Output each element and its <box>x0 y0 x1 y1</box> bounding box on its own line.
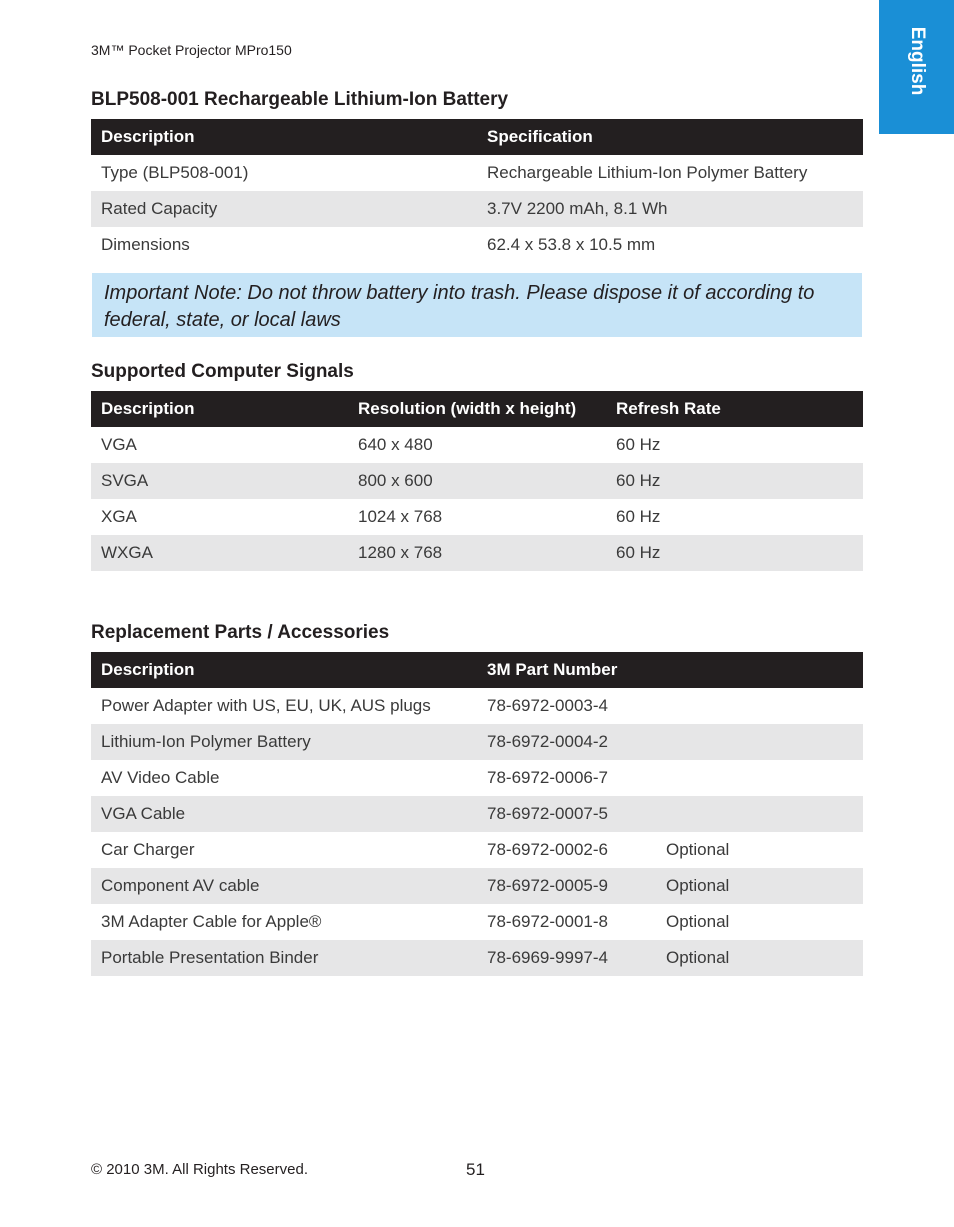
table-cell: Optional <box>666 840 730 859</box>
column-header: Specification <box>477 119 863 155</box>
table-cell: 78-6972-0001-8 <box>487 912 608 931</box>
table-cell: 78-6972-0003-4 <box>487 696 608 715</box>
copyright-notice: © 2010 3M. All Rights Reserved. <box>91 1161 308 1178</box>
signals-table <box>91 391 863 571</box>
table-cell: Rated Capacity <box>91 191 477 227</box>
table-cell: Component AV cable <box>91 868 477 904</box>
table-cell: 78-6972-0002-6 <box>487 840 608 859</box>
table-header-row <box>91 652 863 688</box>
table-cell: 640 x 480 <box>358 435 433 454</box>
table-cell: SVGA <box>91 463 348 499</box>
table-row <box>91 760 863 796</box>
table-cell <box>656 688 863 724</box>
table-cell: 78-6972-0007-5 <box>477 796 656 832</box>
table-row <box>91 940 863 976</box>
table-cell: VGA <box>101 435 137 454</box>
parts-section-title: Replacement Parts / Accessories <box>91 622 390 643</box>
table-cell: Car Charger <box>101 840 195 859</box>
column-header: Description <box>91 391 348 427</box>
column-header <box>656 652 863 688</box>
table-cell: 60 Hz <box>606 463 863 499</box>
running-header: 3M™ Pocket Projector MPro150 <box>91 42 292 58</box>
table-cell: WXGA <box>91 535 348 571</box>
table-cell: 1280 x 768 <box>348 535 606 571</box>
table-cell: Portable Presentation Binder <box>91 940 477 976</box>
column-header: Description <box>91 119 477 155</box>
table-cell: Rechargeable Lithium-Ion Polymer Battery <box>487 163 808 182</box>
column-header: 3M Part Number <box>477 652 656 688</box>
table-cell: 78-6972-0004-2 <box>477 724 656 760</box>
language-tab-label: English <box>906 26 928 96</box>
table-cell: 78-6972-0006-7 <box>487 768 608 787</box>
table-cell: Optional <box>656 940 863 976</box>
table-cell: XGA <box>101 507 137 526</box>
signals-section-title: Supported Computer Signals <box>91 361 354 382</box>
table-row <box>91 427 863 463</box>
table-cell: Dimensions <box>101 235 190 254</box>
table-row <box>91 724 863 760</box>
table-row <box>91 499 863 535</box>
table-row <box>91 463 863 499</box>
table-row <box>91 688 863 724</box>
table-cell <box>656 760 863 796</box>
table-cell: Type (BLP508-001) <box>101 163 249 182</box>
table-header-row <box>91 391 863 427</box>
page-number: 51 <box>466 1160 485 1179</box>
table-header-row <box>91 119 863 155</box>
column-header: Resolution (width x height) <box>348 391 606 427</box>
language-tab <box>879 0 954 134</box>
table-row <box>91 904 863 940</box>
table-cell <box>656 724 863 760</box>
table-row <box>91 227 863 263</box>
table-cell: 60 Hz <box>606 535 863 571</box>
column-header: Refresh Rate <box>606 391 863 427</box>
table-row <box>91 535 863 571</box>
table-cell: 60 Hz <box>616 507 661 526</box>
battery-table <box>91 119 863 263</box>
table-cell: 78-6969-9997-4 <box>477 940 656 976</box>
table-cell: 1024 x 768 <box>358 507 443 526</box>
column-header: Description <box>91 652 477 688</box>
table-cell: 62.4 x 53.8 x 10.5 mm <box>487 235 656 254</box>
table-cell: Power Adapter with US, EU, UK, AUS plugs <box>101 696 431 715</box>
table-cell: Optional <box>656 868 863 904</box>
table-row <box>91 868 863 904</box>
table-row <box>91 191 863 227</box>
table-row <box>91 155 863 191</box>
table-cell: 78-6972-0005-9 <box>477 868 656 904</box>
table-cell: 800 x 600 <box>348 463 606 499</box>
table-cell: 3M Adapter Cable for Apple® <box>101 912 322 931</box>
table-row <box>91 832 863 868</box>
important-note: Important Note: Do not throw battery into trash. Please dispose it of according to federal, state, or local laws <box>92 273 862 337</box>
table-cell: Optional <box>666 912 730 931</box>
battery-section-title: BLP508-001 Rechargeable Lithium-Ion Battery <box>91 89 509 110</box>
table-cell <box>656 796 863 832</box>
table-cell: AV Video Cable <box>101 768 220 787</box>
table-row <box>91 796 863 832</box>
table-cell: VGA Cable <box>91 796 477 832</box>
table-cell: Lithium-Ion Polymer Battery <box>91 724 477 760</box>
parts-table <box>91 652 863 976</box>
table-cell: 60 Hz <box>616 435 661 454</box>
table-cell: 3.7V 2200 mAh, 8.1 Wh <box>477 191 863 227</box>
